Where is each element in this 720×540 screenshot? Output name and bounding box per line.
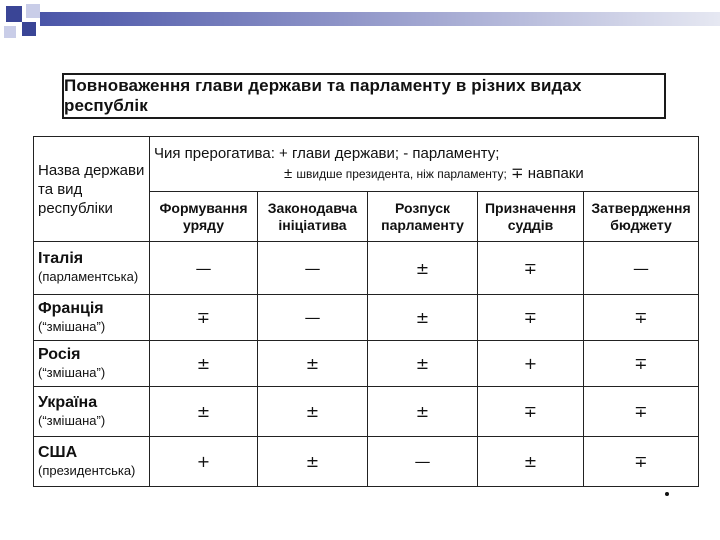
country-name: Італія bbox=[38, 250, 84, 267]
column-header: Законодавча ініціатива bbox=[258, 192, 368, 242]
table-cell: — bbox=[258, 295, 368, 341]
country-cell bbox=[34, 341, 150, 387]
table-cell: ∓ bbox=[584, 437, 699, 487]
table-cell: — bbox=[258, 242, 368, 295]
table-cell: ± bbox=[368, 341, 478, 387]
republic-type: (парламентська) bbox=[38, 269, 139, 284]
country-cell bbox=[34, 387, 150, 437]
table-cell: ± bbox=[258, 437, 368, 487]
column-header: Формування уряду bbox=[150, 192, 258, 242]
table-cell: + bbox=[478, 341, 584, 387]
table-cell: + bbox=[150, 437, 258, 487]
country-column-header: Назва держави та вид республіки bbox=[34, 137, 150, 242]
table-cell: ∓ bbox=[584, 387, 699, 437]
legend-head-of-state: + глави держави; bbox=[279, 145, 400, 162]
country-cell bbox=[34, 437, 150, 487]
legend-reverse-text: навпаки bbox=[527, 165, 584, 182]
table-cell: ± bbox=[258, 387, 368, 437]
table-row bbox=[34, 437, 699, 487]
republic-type: (“змішана”) bbox=[38, 412, 106, 428]
table-row bbox=[34, 295, 699, 341]
country-cell bbox=[34, 242, 150, 295]
country-name: Росія bbox=[38, 345, 81, 363]
table-cell: ∓ bbox=[150, 295, 258, 341]
table-cell: ∓ bbox=[478, 242, 584, 295]
table-cell: — bbox=[368, 437, 478, 487]
legend-prefix: Чия прерогатива: bbox=[154, 145, 275, 162]
country-name: США bbox=[38, 443, 78, 461]
bullet-dot bbox=[665, 492, 669, 496]
table-cell: ± bbox=[150, 387, 258, 437]
table-cell: ± bbox=[368, 242, 478, 295]
table-row bbox=[34, 242, 699, 295]
table-row bbox=[34, 341, 699, 387]
republic-type: (“змішана”) bbox=[38, 364, 106, 380]
table-cell: ∓ bbox=[478, 387, 584, 437]
header-gradient-bar bbox=[40, 12, 720, 26]
table-cell: ± bbox=[258, 341, 368, 387]
legend-pm-sign: ± bbox=[284, 165, 293, 182]
table-cell: ∓ bbox=[584, 341, 699, 387]
country-name: Франція bbox=[38, 299, 104, 317]
table-cell: ∓ bbox=[478, 295, 584, 341]
country-name: Україна bbox=[38, 393, 98, 411]
table-cell: ∓ bbox=[584, 295, 699, 341]
column-header: Призначення суддів bbox=[478, 192, 584, 242]
legend bbox=[150, 137, 699, 192]
republic-type: (президентська) bbox=[38, 462, 136, 478]
legend-reverse-sign: ∓ bbox=[511, 165, 524, 182]
republic-type: (“змішана”) bbox=[38, 318, 106, 334]
column-header: Затвердження бюджету bbox=[584, 192, 699, 242]
slide-title: Повноваження глави держави та парламенту в різних видах республік bbox=[62, 73, 666, 119]
table-cell: — bbox=[584, 242, 699, 295]
table-cell: ± bbox=[150, 341, 258, 387]
country-cell bbox=[34, 295, 150, 341]
legend-parliament: - парламенту; bbox=[403, 145, 500, 162]
legend-pm-text: швидше президента, ніж парламенту; bbox=[296, 167, 507, 181]
table-cell: ± bbox=[368, 295, 478, 341]
table-cell: ± bbox=[368, 387, 478, 437]
table-cell: — bbox=[150, 242, 258, 295]
column-header: Розпуск парламенту bbox=[368, 192, 478, 242]
powers-table bbox=[33, 136, 699, 487]
table-row bbox=[34, 387, 699, 437]
table-cell: ± bbox=[478, 437, 584, 487]
